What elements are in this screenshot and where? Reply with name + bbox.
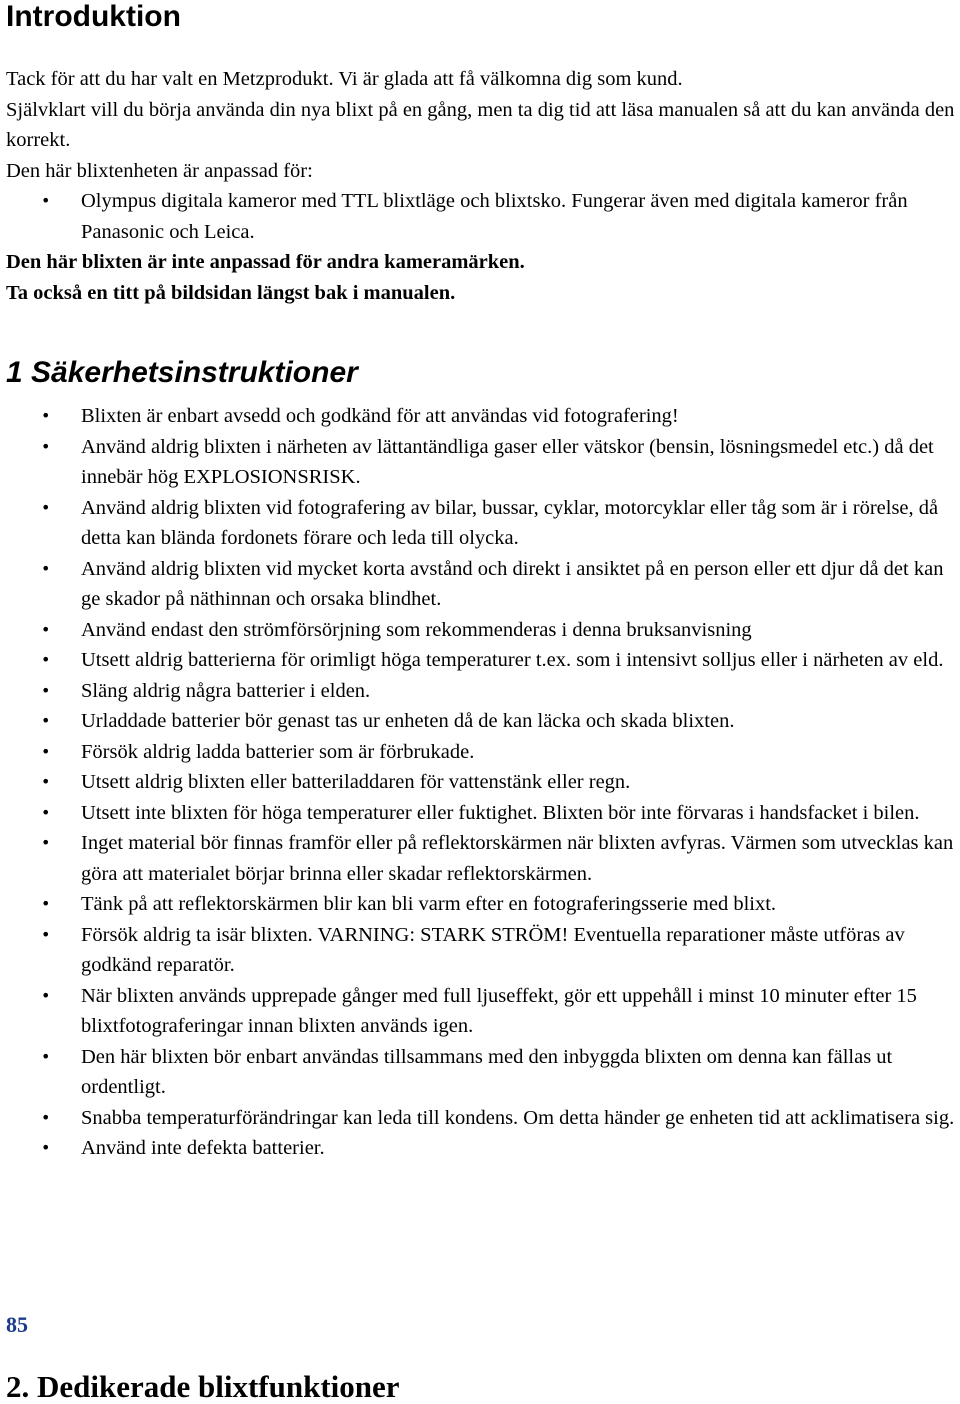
bullet-icon: • [41,650,51,669]
list-item-text: Använd aldrig blixten vid mycket korta avstånd och direkt i ansiktet på en person eller ett djur då det kan ge skador på näthinnan och orsaka blindhet. [81,557,944,610]
list-item [6,432,960,493]
bullet-icon: • [41,497,51,517]
bullet-icon: • [41,1107,51,1127]
safety-bullet-list [6,401,960,1164]
intro-paragraph: Självklart vill du börja använda din nya blixt på en gång, men ta dig tid att läsa manualen så att du kan använda den korrekt. [6,98,955,151]
list-item-text: Utsett aldrig blixten eller batteriladdaren för vattenstänk eller regn. [81,771,631,793]
list-item [6,645,960,676]
intro-heading: Introduktion [6,0,181,33]
list-item-text: Använd inte defekta batterier. [81,1137,325,1159]
list-item [6,1103,960,1134]
list-item-text: Släng aldrig några batterier i elden. [81,679,371,702]
list-item [6,889,960,920]
bold-note: Den här blixten är inte anpassad för andra kameramärken. [6,251,525,273]
list-item-text: Utsett inte blixten för höga temperaturer eller fuktighet. Blixten bör inte förvaras i handsfacket i bilen. [81,801,920,824]
list-item-text: Blixten är enbart avsedd och godkänd för att användas vid fotografering! [81,405,679,427]
list-item-text: Inget material bör finnas framför eller på reflektorskärmen när blixten avfyras. Värmen som utvecklas kan göra att materialet börjar brinna eller skadar reflektorskärmen. [81,832,954,885]
list-item [6,554,960,615]
bullet-icon: • [41,619,51,639]
list-item [6,828,960,889]
list-item [6,186,956,247]
list-item-text: Använd aldrig blixten i närheten av lättantändliga gaser eller vätskor (bensin, lösningsmedel etc.) då det innebär hög EXPLOSIONSRISK. [81,435,934,488]
intro-body [6,64,956,308]
list-item [6,493,960,554]
list-item-text: Urladdade batterier bör genast tas ur enheten då de kan läcka och skada blixten. [81,710,735,732]
bullet-icon: • [41,802,51,822]
bullet-icon: • [41,894,51,913]
bullet-icon: • [41,741,51,761]
bold-note: Ta också en titt på bildsidan längst bak i manualen. [6,281,456,304]
list-item [6,798,960,829]
list-item [6,737,960,768]
bullet-icon: • [41,985,51,1005]
list-item-text: Den här blixten bör enbart användas tillsammans med den inbyggda blixten om denna kan fällas ut ordentligt. [81,1045,893,1098]
bullet-icon: • [41,833,51,852]
list-item-text: När blixten används upprepade gånger med full ljuseffekt, gör ett uppehåll i minst 10 minuter efter 15 blixtfotograferingar innan blixten används igen. [81,984,917,1037]
intro-paragraph: Den här blixtenheten är anpassad för: [6,159,313,182]
bullet-icon: • [41,772,51,791]
list-item [6,706,960,737]
list-item-text: Snabba temperaturförändringar kan leda till kondens. Om detta händer ge enheten tid att acklimatisera sig. [81,1106,955,1129]
page-number: 85 [6,1312,28,1337]
list-item-text: Olympus digitala kameror med TTL blixtläge och blixtsko. Fungerar även med digitala kameror från Panasonic och Leica. [81,190,908,243]
list-item [6,401,960,432]
next-section-heading: 2. Dedikerade blixtfunktioner [6,1369,400,1404]
list-item-text: Försök aldrig ta isär blixten. VARNING: STARK STRÖM! Eventuella reparationer måste utföras av godkänd reparatör. [81,923,905,976]
list-item-text: Använd aldrig blixten vid fotografering av bilar, bussar, cyklar, motorcyklar eller tåg som är i rörelse, då detta kan blända fordonets förare och leda till olycka. [81,496,939,549]
list-item [6,1042,960,1103]
bullet-icon: • [41,1046,51,1066]
list-item [6,1133,960,1164]
intro-bullet-list [6,186,956,247]
list-item [6,676,960,707]
bullet-icon: • [41,680,51,700]
bullet-icon: • [41,924,51,944]
safety-instructions [6,401,960,1164]
list-item-text: Försök aldrig ladda batterier som är förbrukade. [81,740,475,763]
list-item-text: Utsett aldrig batterierna för orimligt höga temperaturer t.ex. som i intensivt solljus eller i närheten av eld. [81,649,944,671]
bullet-icon: • [41,191,51,210]
safety-heading: 1 Säkerhetsinstruktioner [6,356,358,389]
bullet-icon: • [41,711,51,730]
list-item [6,615,960,646]
bullet-icon: • [41,558,51,578]
bullet-icon: • [41,406,51,425]
list-item [6,981,960,1042]
bullet-icon: • [41,436,51,456]
list-item-text: Använd endast den strömförsörjning som rekommenderas i denna bruksanvisning [81,618,752,641]
list-item [6,920,960,981]
list-item-text: Tänk på att reflektorskärmen blir kan bli varm efter en fotograferingsserie med blixt. [81,893,777,915]
bullet-icon: • [41,1138,51,1157]
list-item [6,767,960,798]
intro-paragraph: Tack för att du har valt en Metzprodukt. Vi är glada att få välkomna dig som kund. [6,68,683,90]
